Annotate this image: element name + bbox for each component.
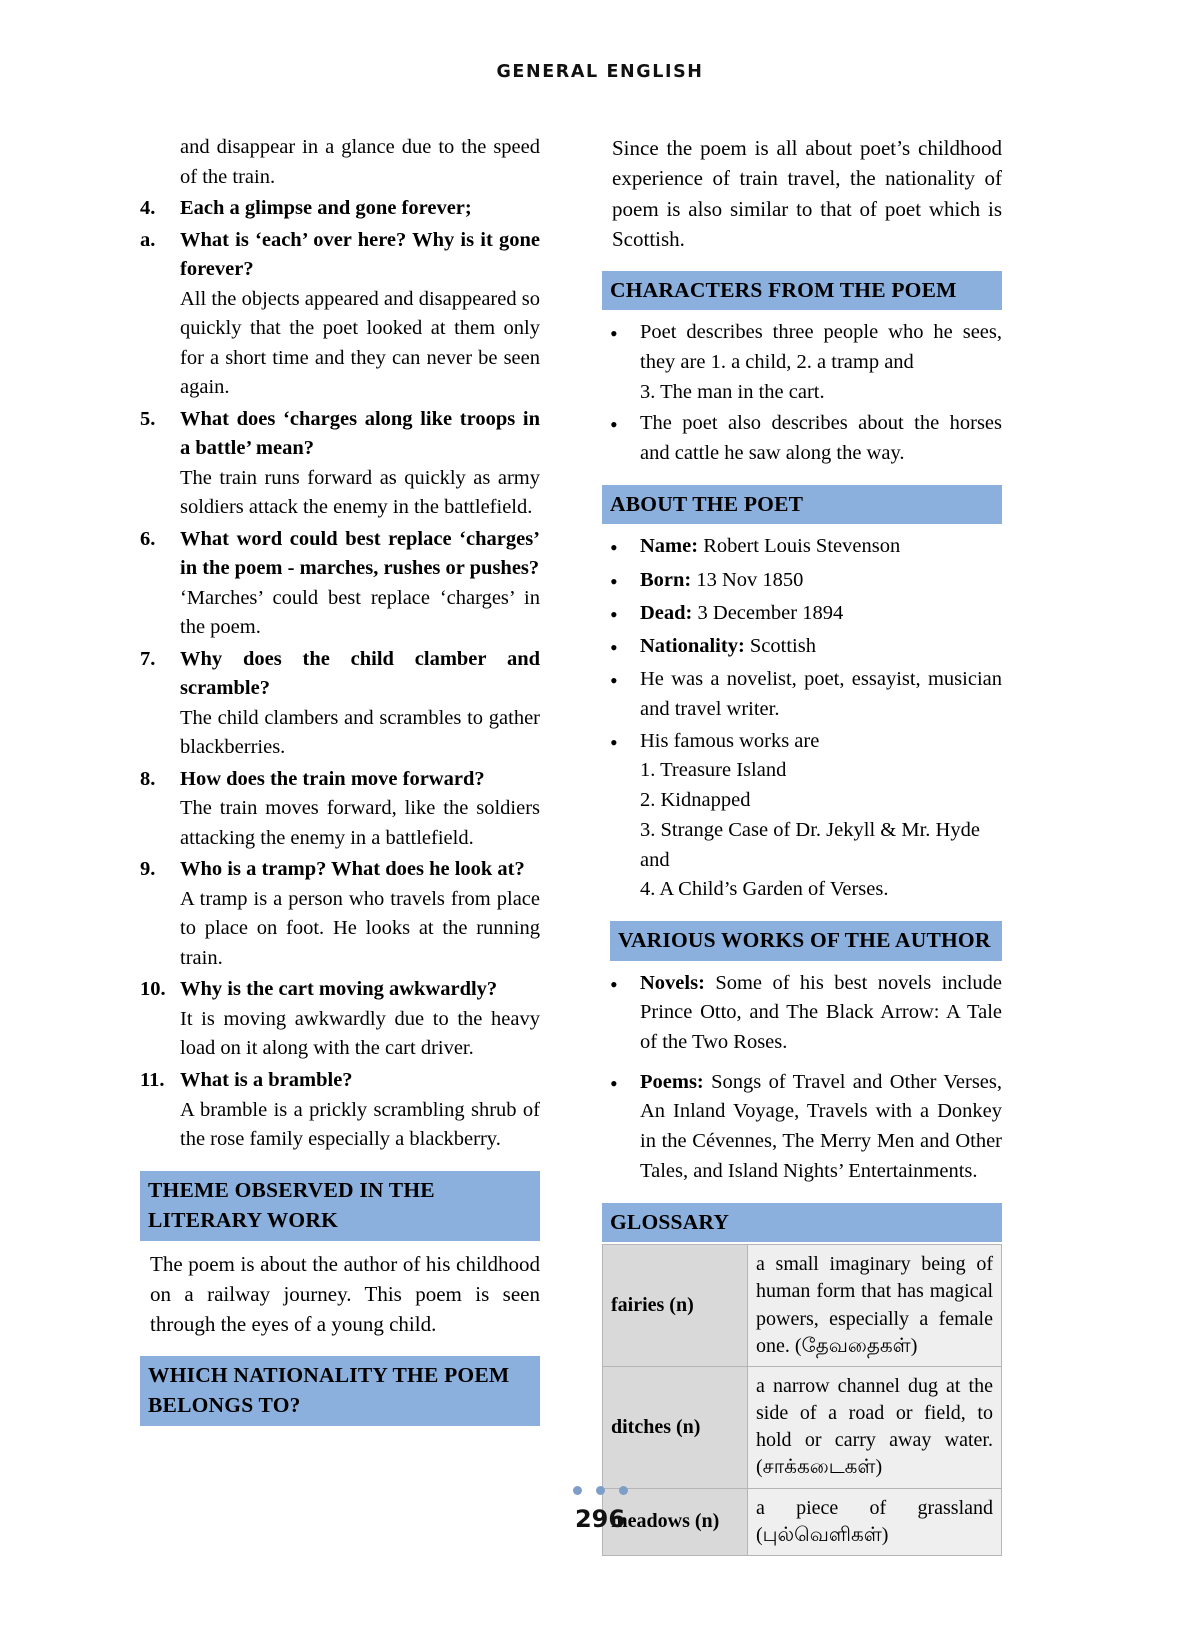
qa-question: What does ‘charges along like troops in a battle’ mean? <box>180 407 540 460</box>
bullet-icon: • <box>610 1070 618 1096</box>
qa-number: 10. <box>140 978 166 1001</box>
list-item <box>602 318 1002 407</box>
qa-item <box>140 975 540 1005</box>
section-heading-various-works: VARIOUS WORKS OF THE AUTHOR <box>610 921 1002 961</box>
qa-answer: All the objects appeared and disappeared so quickly that the poet looked at them only for a short time and they can never be seen again. <box>180 287 540 399</box>
qa-item <box>140 1066 540 1096</box>
list-item <box>602 969 1002 1058</box>
list-item-label: Poems: <box>640 1070 704 1093</box>
theme-body: The poem is about the author of his childhood on a railway journey. This poem is seen through the eyes of a young child. <box>150 1251 540 1337</box>
bullet-icon: • <box>610 321 618 347</box>
glossary-term: ditches (n) <box>603 1366 748 1488</box>
qa-item <box>140 855 540 885</box>
list-item-body <box>640 566 1002 596</box>
list-item-value: 13 Nov 1850 <box>696 568 804 591</box>
qa-number: 11. <box>140 1068 165 1091</box>
qa-answer: ‘Marches’ could best replace ‘charges’ in the poem. <box>180 586 540 639</box>
list-item-label: Born: <box>640 568 692 591</box>
table-row <box>603 1366 1002 1488</box>
list-item-value: Robert Louis Stevenson <box>703 535 901 558</box>
bullet-icon: • <box>610 412 618 438</box>
qa-number: 7. <box>140 647 156 670</box>
characters-list <box>602 318 1002 469</box>
qa-answer: A bramble is a prickly scrambling shrub of the rose family especially a blackberry. <box>180 1098 540 1151</box>
qa-number: 4. <box>140 197 156 220</box>
qa-question: Why does the child clamber and scramble? <box>180 647 540 700</box>
bullet-icon: • <box>610 668 618 694</box>
qa-number: 5. <box>140 407 156 430</box>
list-item <box>602 632 1002 663</box>
list-item <box>602 1068 1002 1187</box>
running-head: GENERAL ENGLISH <box>496 62 704 82</box>
work-title: 4. A Child’s Garden of Verses. <box>640 878 889 901</box>
about-poet-list <box>602 532 1002 905</box>
page-number: 296 <box>574 1505 626 1533</box>
qa-number: 6. <box>140 527 156 550</box>
list-item-body <box>640 532 1002 562</box>
section-heading-glossary: GLOSSARY <box>602 1203 1002 1243</box>
qa-number: 9. <box>140 858 156 881</box>
dot-icon <box>619 1486 628 1495</box>
list-item-text: Poet describes three people who he sees, they are 1. a child, 2. a tramp and <box>640 321 1002 373</box>
list-sub-line: 3. The man in the cart. <box>640 380 825 403</box>
qa-question: What is a bramble? <box>180 1068 353 1091</box>
qa-item <box>140 405 540 464</box>
qa-answer: A tramp is a person who travels from place to place on foot. He looks at the running train. <box>180 887 540 969</box>
two-column-body <box>140 133 1060 1556</box>
list-item-label: Name: <box>640 535 699 558</box>
bullet-icon: • <box>610 635 618 661</box>
work-title: 2. Kidnapped <box>640 789 751 812</box>
dot-icon <box>596 1486 605 1495</box>
section-heading-about-poet: ABOUT THE POET <box>602 485 1002 525</box>
qa-question: What is ‘each’ over here? Why is it gone forever? <box>180 228 540 281</box>
list-item-label: Dead: <box>640 601 693 624</box>
qa-question: How does the train move forward? <box>180 767 485 790</box>
list-item-label: Nationality: <box>640 635 745 658</box>
list-item-body <box>640 318 1002 407</box>
glossary-definition: a small imaginary being of human form that has magical powers, especially a female one. (தேவதைகள்) <box>748 1245 1002 1367</box>
list-item-text: The poet also describes about the horses and cattle he saw along the way. <box>640 412 1002 465</box>
list-item <box>602 665 1002 724</box>
list-item <box>602 566 1002 597</box>
section-heading-theme: THEME OBSERVED IN THE LITERARY WORK <box>140 1171 540 1241</box>
list-item-body <box>640 969 1002 1058</box>
qa-number: 8. <box>140 767 156 790</box>
qa-question: Who is a tramp? What does he look at? <box>180 858 525 881</box>
qa-answer: The train moves forward, like the soldiers attacking the enemy in a battlefield. <box>180 797 540 849</box>
bullet-icon: • <box>610 535 618 561</box>
bullet-icon: • <box>610 601 618 627</box>
list-item-value: Scottish <box>749 635 816 658</box>
qa-item <box>140 645 540 704</box>
qa-question: What word could best replace ‘charges’ in the poem - marches, rushes or pushes? <box>180 527 540 580</box>
footer-dots-ornament <box>0 1486 1200 1495</box>
glossary-term: fairies (n) <box>603 1245 748 1367</box>
list-item <box>602 532 1002 563</box>
bullet-icon: • <box>610 568 618 594</box>
list-item-body <box>640 1068 1002 1187</box>
section-heading-nationality: WHICH NATIONALITY THE POEM BELONGS TO? <box>140 1356 540 1426</box>
list-item-value: His famous works are <box>640 729 820 752</box>
list-item-label: Novels: <box>640 971 705 994</box>
qa-item <box>140 226 540 285</box>
qa-answer: The train runs forward as quickly as army soldiers attack the enemy in the battlefield. <box>180 466 540 519</box>
list-item <box>602 727 1002 905</box>
qa-question: Each a glimpse and gone forever; <box>180 197 472 220</box>
qa-answer: The child clambers and scrambles to gather blackberries. <box>180 706 540 759</box>
right-column <box>602 133 1002 1556</box>
qa-question: Why is the cart moving awkwardly? <box>180 978 498 1001</box>
various-works-list <box>602 969 1002 1187</box>
bullet-icon: • <box>610 971 618 997</box>
page-footer <box>0 1486 1200 1533</box>
glossary-term: meadows (n) <box>603 1488 748 1555</box>
list-item-value: Some of his best novels include Prince Otto, and The Black Arrow: A Tale of the Two Roses. <box>640 971 1002 1054</box>
bullet-icon: • <box>610 729 618 755</box>
work-title: 3. Strange Case of Dr. Jekyll & Mr. Hyde and <box>640 818 980 871</box>
qa-item <box>140 525 540 584</box>
dot-icon <box>573 1486 582 1495</box>
qa-item <box>140 194 540 224</box>
continued-paragraph: and disappear in a glance due to the speed of the train. <box>180 136 540 188</box>
qa-answer: It is moving awkwardly due to the heavy load on it along with the cart driver. <box>180 1007 540 1060</box>
list-item-body <box>640 727 1002 905</box>
list-item-value: He was a novelist, poet, essayist, musician and travel writer. <box>640 668 1002 721</box>
nationality-body: Since the poem is all about poet’s childhood experience of train travel, the nationality of poem is also similar to that of poet which is Scottish. <box>612 136 1002 252</box>
list-item-value: Songs of Travel and Other Verses, An Inland Voyage, Travels with a Donkey in the Cévennes, The Merry Men and Other Tales, and Island Nights’ Entertainments. <box>640 1070 1003 1182</box>
left-column <box>140 133 540 1556</box>
list-item <box>602 599 1002 630</box>
qa-number: a. <box>140 228 156 251</box>
list-item-value: 3 December 1894 <box>697 601 844 624</box>
qa-item <box>140 765 540 795</box>
list-item-body <box>640 632 1002 662</box>
table-row <box>603 1245 1002 1367</box>
list-item-body <box>640 599 1002 629</box>
work-title: 1. Treasure Island <box>640 759 787 782</box>
section-heading-characters: CHARACTERS FROM THE POEM <box>602 271 1002 311</box>
list-item <box>602 409 1002 468</box>
glossary-definition: a piece of grassland (புல்வெளிகள்) <box>748 1488 1002 1555</box>
glossary-definition: a narrow channel dug at the side of a road or field, to hold or carry away water. (சாக்கடைகள்) <box>748 1366 1002 1488</box>
